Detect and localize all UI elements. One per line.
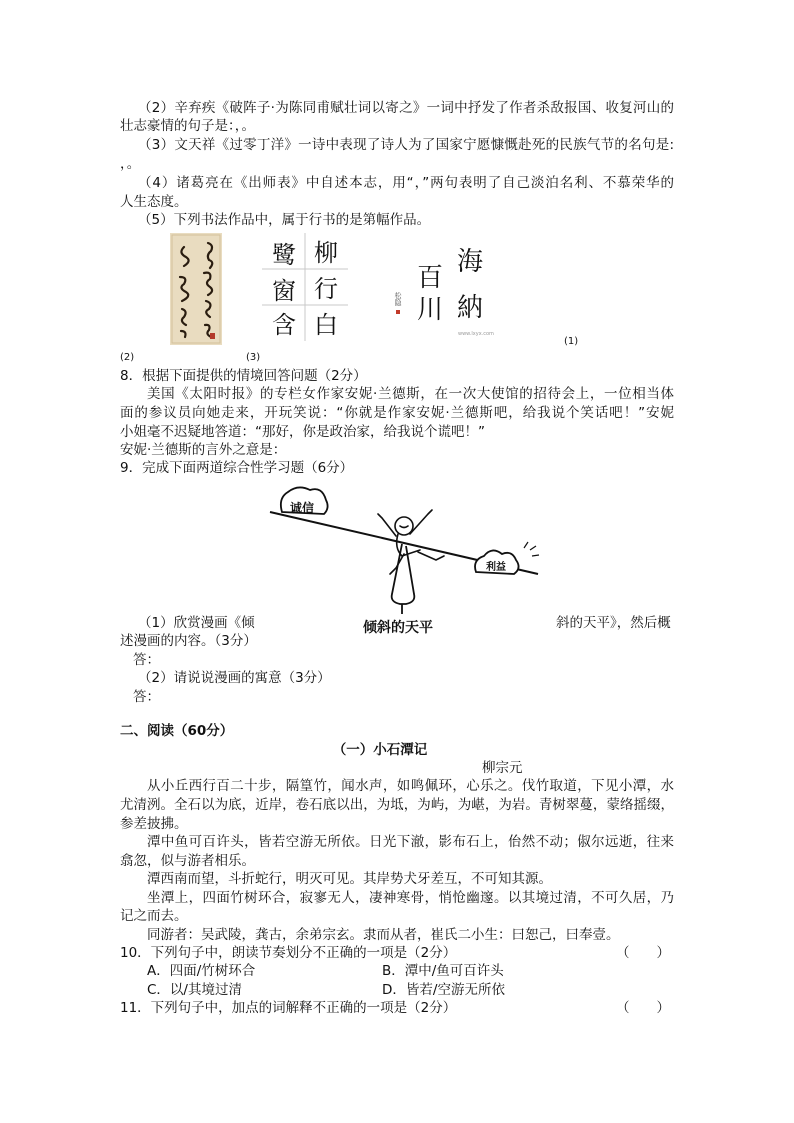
couplet-seal-text: 松隐 (394, 292, 402, 306)
q9-sub1-part1: （1）欣赏漫画《倾 (138, 615, 255, 631)
fig-label-1: (1) (564, 336, 579, 347)
fig-label-3: (3) (246, 352, 261, 363)
q10-option-c[interactable]: C．以/其境过清 (147, 982, 242, 998)
q5-question: （5）下列书法作品中，属于行书的是第幅作品。 (138, 212, 431, 228)
q2-line2: 壮志豪情的句子是：，。 (120, 118, 255, 134)
cartoon-right-word: 利益 (486, 562, 506, 573)
reading-p4-line2: 记之而去。 (120, 908, 188, 924)
reading-p1-line3: 参差披拂。 (120, 816, 188, 832)
reading-p4-line1: 坐潭上，四面竹树环合，寂寥无人，凄神寒骨，悄怆幽邃。以其境过清，不可久居，乃 (147, 890, 674, 906)
q10-stem: 10．下列句子中，朗读节奏划分不正确的一项是（2分） (120, 945, 457, 961)
reading-p1-line1: 从小丘西行百二十步，隔篁竹，闻水声，如鸣佩环，心乐之。伐竹取道，下见小潭，水 (147, 778, 674, 794)
calligraphy-couplet-1 (394, 240, 494, 338)
q8-paragraph-line2: 面的参议员向她走来，开玩笑说：“你就是作家安妮·兰德斯吧，给我说个笑话吧！”安妮 (120, 405, 674, 421)
calligraphy-char-lu: 鹭 (272, 241, 296, 269)
calligraphy-scroll-2 (170, 233, 222, 345)
calligraphy-char-liu: 柳 (314, 239, 338, 267)
q8-heading: 8．根据下面提供的情境回答问题（2分） (120, 368, 367, 384)
reading-author: 柳宗元 (482, 760, 523, 776)
q8-paragraph-line3: 小姐毫不迟疑地答道：“那好，你是政治家，给我说个谎吧！” (120, 424, 485, 440)
reading-p2-line2: 翕忽，似与游者相乐。 (120, 853, 255, 869)
q11-answer-paren[interactable]: （ ） (616, 1000, 670, 1016)
couplet-source-url: www.lxyx.com (458, 331, 494, 337)
couplet-char-bai: 百 (416, 263, 444, 293)
q2-line1: （2）辛弃疾《破阵子·为陈同甫赋壮词以寄之》一词中抒发了作者杀敌报国、收复河山的 (138, 100, 674, 116)
couplet-char-hai: 海 (456, 247, 484, 277)
q11-stem: 11．下列句子中，加点的词解释不正确的一项是（2分） (120, 1000, 457, 1016)
q10-option-d[interactable]: D．皆若/空游无所依 (382, 982, 505, 998)
q9-heading: 9．完成下面两道综合性学习题（6分） (120, 460, 354, 476)
reading-p1-line2: 尤清洌。全石以为底，近岸，卷石底以出，为坻，为屿，为嵁，为岩。青树翠蔓，蒙络摇缀， (120, 797, 674, 813)
reading-p2-line1: 潭中鱼可百许头，皆若空游无所依。日光下澈，影布石上，佁然不动；俶尔远逝，往来 (147, 834, 674, 850)
q9-sub1-part3: 述漫画的内容。（3分） (120, 633, 257, 649)
q8-answer-prompt: 安妮·兰德斯的言外之意是： (120, 442, 287, 458)
reading-section-heading: 二、阅读（60分） (120, 723, 234, 739)
reading-p5: 同游者：吴武陵，龚古，余弟宗玄。隶而从者，崔氏二小生：曰恕己，曰奉壹。 (147, 927, 620, 943)
calligraphy-grid-3 (262, 233, 348, 341)
q4-line2: 人生态度。 (120, 194, 188, 210)
q4-line1: （4）诸葛亮在《出师表》中自述本志，用“，”两句表明了自己淡泊名利、不慕荣华的 (138, 175, 674, 191)
cartoon-left-word: 诚信 (289, 501, 315, 515)
q9-sub2-question: （2）请说说漫画的寓意（3分） (138, 670, 331, 686)
q3-line1: （3）文天祥《过零丁洋》一诗中表现了诗人为了国家宁愿慷慨赴死的民族气节的名句是: (138, 137, 674, 153)
q10-option-b[interactable]: B．潭中/鱼可百许头 (382, 963, 504, 979)
couplet-char-na: 納 (456, 293, 484, 323)
reading-p3: 潭西南而望，斗折蛇行，明灭可见。其岸势犬牙差互，不可知其源。 (147, 871, 552, 887)
tilted-scale-cartoon (262, 482, 552, 640)
cartoon-caption: 倾斜的天平 (363, 620, 433, 636)
q10-answer-paren[interactable]: （ ） (616, 945, 670, 961)
couplet-char-chuan: 川 (416, 295, 444, 325)
q8-paragraph-line1: 美国《太阳时报》的专栏女作家安妮·兰德斯，在一次大使馆的招待会上，一位相当体 (147, 386, 674, 402)
reading-title: （一）小石潭记 (332, 742, 428, 758)
couplet-red-seal (396, 310, 400, 314)
q10-option-a[interactable]: A．四面/竹树环合 (147, 963, 256, 979)
calligraphy-char-bai: 白 (314, 311, 338, 339)
q3-line2: ，。 (120, 156, 141, 172)
fig-label-2: (2) (120, 352, 135, 363)
q9-sub1-answer: 答： (133, 652, 160, 668)
q9-sub2-answer: 答： (133, 689, 160, 705)
q9-sub1-part2: 斜的天平》，然后概 (556, 615, 671, 631)
calligraphy-char-chuang: 窗 (272, 277, 296, 305)
calligraphy-char-han: 含 (272, 311, 296, 339)
calligraphy-char-xing: 行 (314, 275, 338, 303)
